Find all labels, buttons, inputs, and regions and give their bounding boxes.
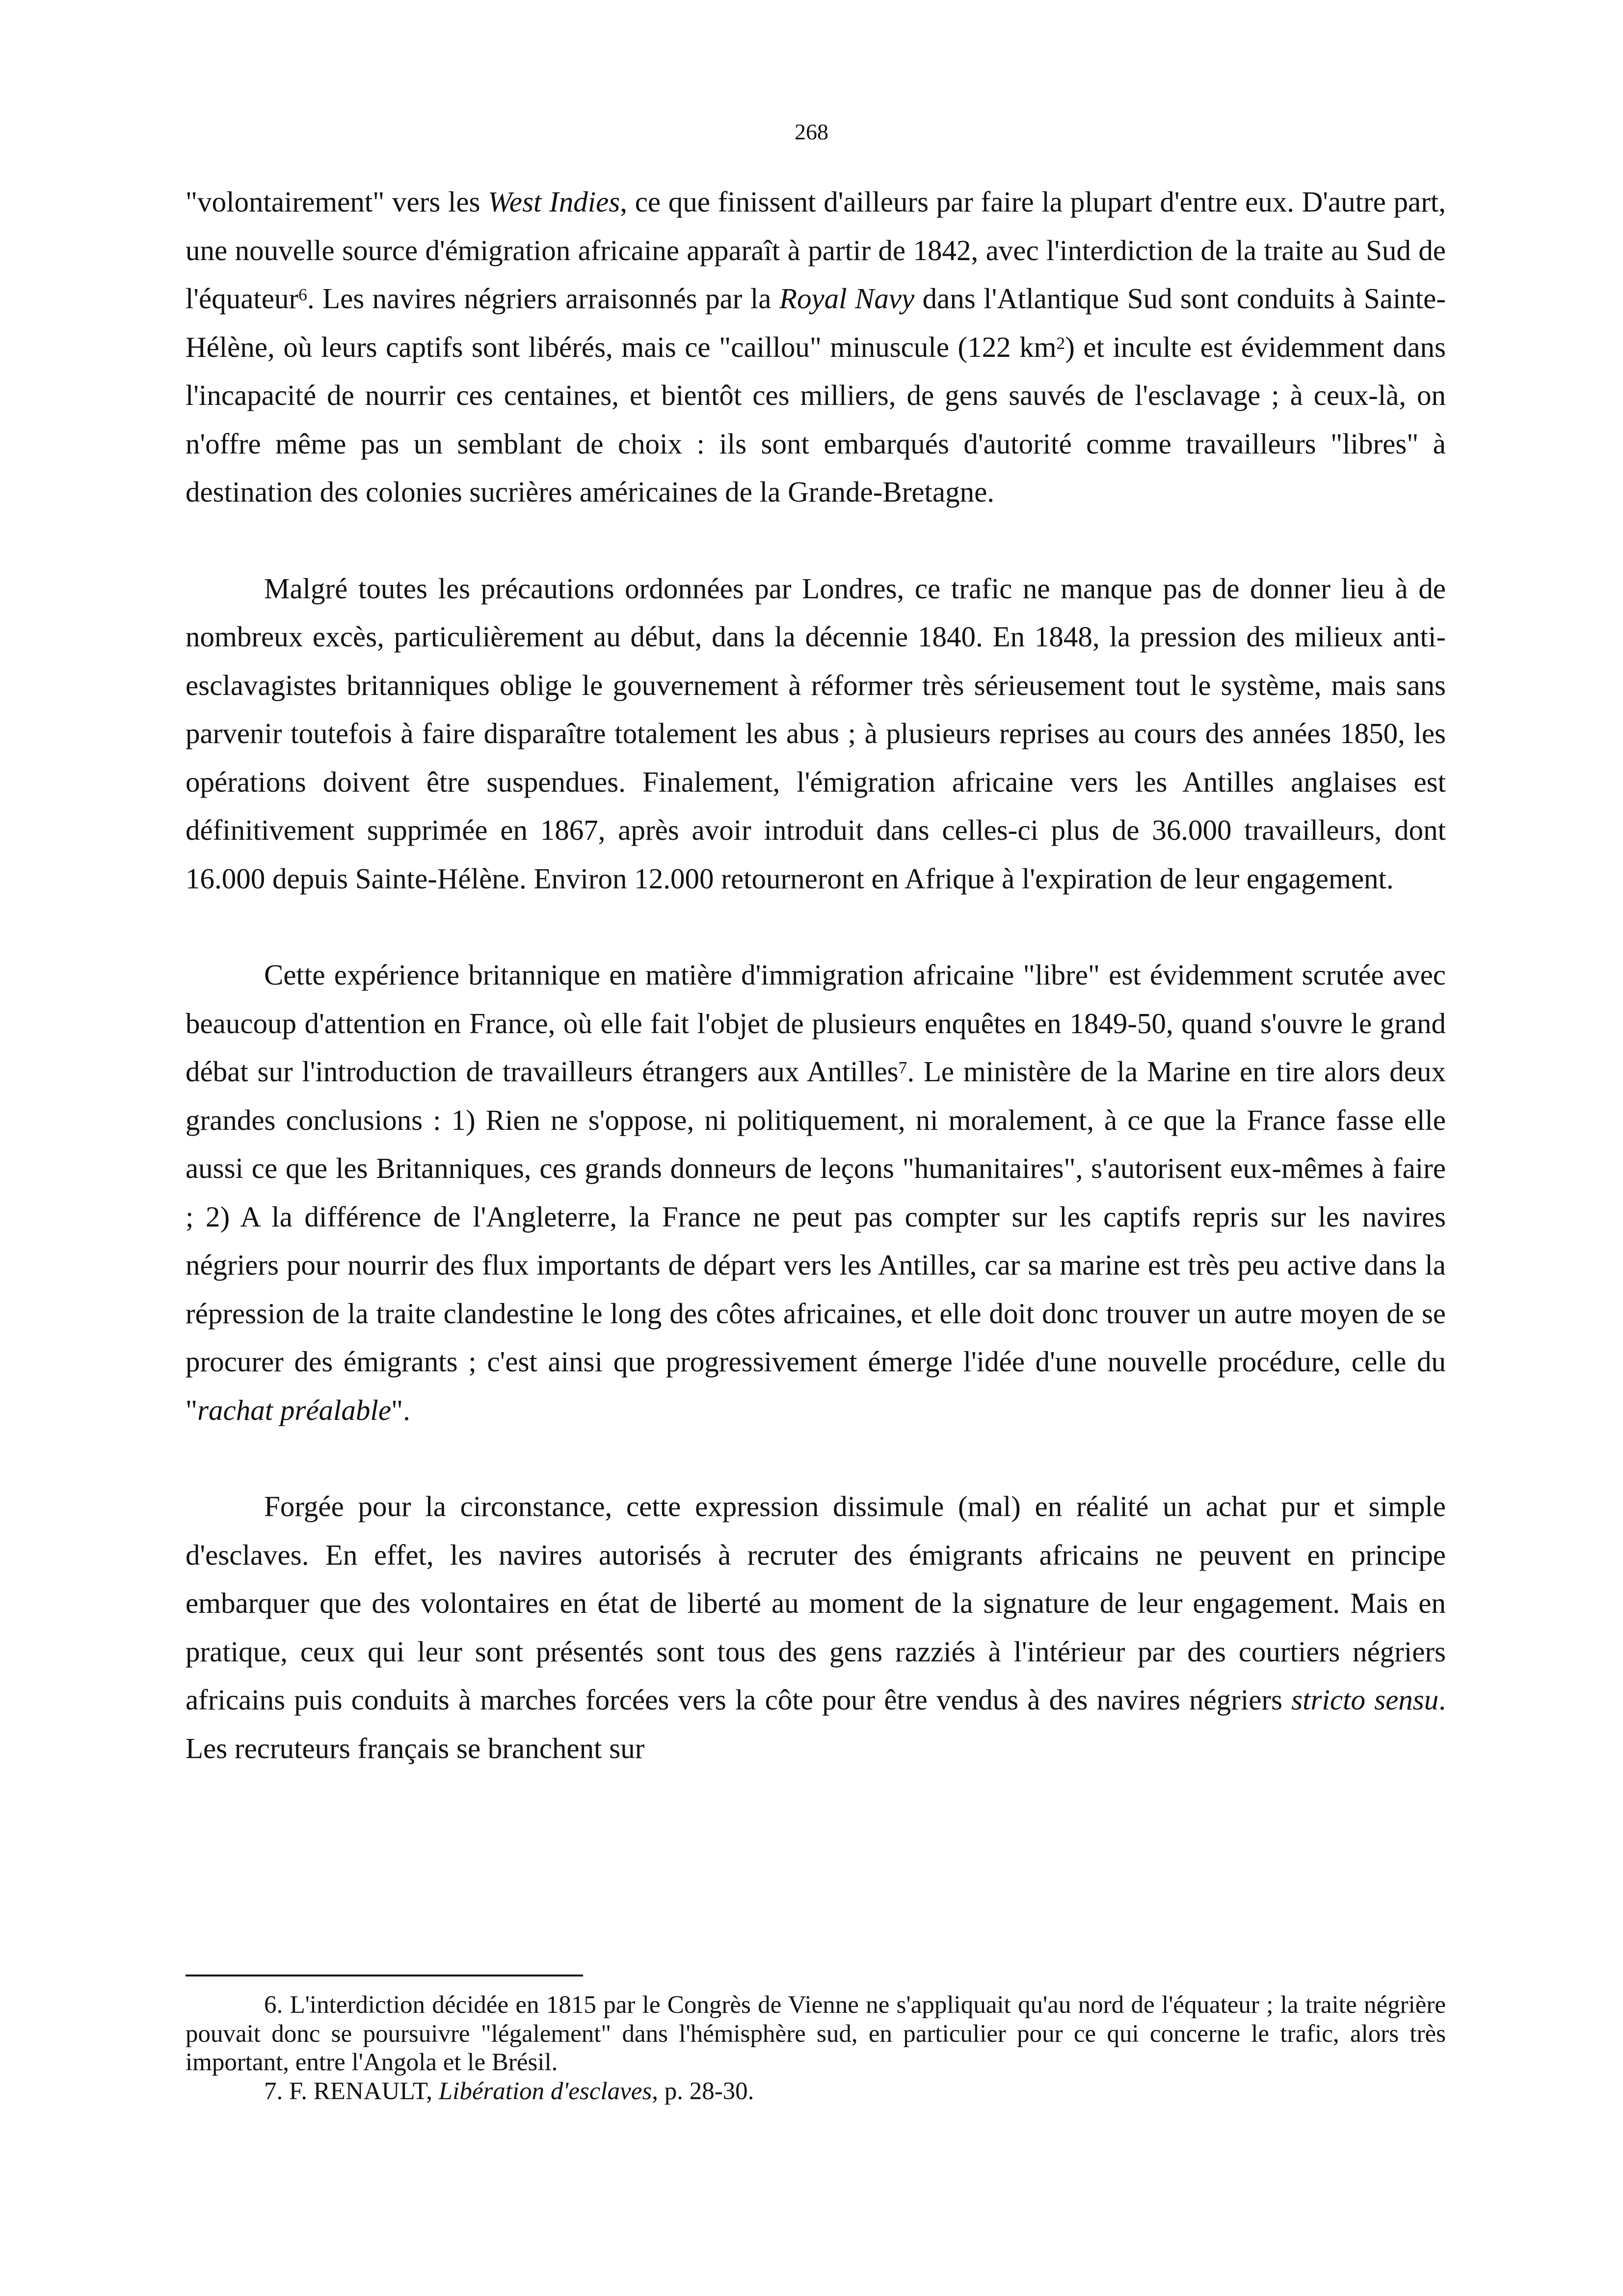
text-run: ". — [391, 1393, 410, 1426]
body-text — [186, 178, 1446, 1772]
italic-text: West Indies — [488, 186, 620, 218]
footnote — [186, 2077, 1446, 2106]
footnote-ref: 6 — [298, 285, 307, 305]
text-run: 6. L'interdiction décidée en 1815 par le Congrès de Vienne ne s'appliquait qu'au nord de l'équateur ; la traite négrière pouvait donc se poursuivre "légalement" dans l'hémisphère sud, en particulier pour ce qui concerne le trafic, alors très important, entre l'Angola et le Brésil. — [186, 1991, 1446, 2076]
text-run: ) et inculte est évidemment dans l'incapacité de nourrir ces centaines, et bientôt ces milliers, de gens sauvés de l'esclavage ; à ceux-là, on n'offre même pas un semblant de choix : ils sont embarqués d'autorité comme travailleurs "libres" à destination des colonies sucrières américaines de la Grande-Bretagne. — [186, 330, 1446, 508]
text-run: , ce que finissent d'ailleurs par faire la plupart d'entre eux. D'autre part, une nouvelle source d'émigration africaine apparaît à partir de 1842, avec l'interdiction de la traite au Sud de l'équateur — [186, 186, 1446, 315]
text-run: , p. 28-30. — [652, 2077, 754, 2105]
text-run: . Les navires négriers arraisonnés par la — [307, 282, 779, 315]
text-run: Malgré toutes les précautions ordonnées par Londres, ce trafic ne manque pas de donner lieu à de nombreux excès, particulièrement au début, dans la décennie 1840. En 1848, la pression des milieux anti-esclavagistes britanniques oblige le gouvernement à réformer très sérieusement tout le système, mais sans parvenir toutefois à faire disparaître totalement les abus ; à plusieurs reprises au cours des années 1850, les opérations doivent être suspendues. Finalement, l'émigration africaine vers les Antilles anglaises est définitivement supprimée en 1867, après avoir introduit dans celles-ci plus de 36.000 travailleurs, dont 16.000 depuis Sainte-Hélène. Environ 12.000 retourneront en Afrique à l'expiration de leur engagement. — [186, 572, 1446, 895]
page-number: 268 — [795, 119, 828, 144]
text-run: . Les recruteurs français se branchent sur — [186, 1683, 1446, 1764]
paragraph — [186, 1482, 1446, 1772]
text-run: Forgée pour la circonstance, cette expression dissimule (mal) en réalité un achat pur et simple d'esclaves. En effet, les navires autorisés à recruter des émigrants africains ne peuvent en principe embarquer que des volontaires en état de liberté au moment de la signature de leur engagement. Mais en pratique, ceux qui leur sont présentés sont tous des gens razziés à l'intérieur par des courtiers négriers africains puis conduits à marches forcées vers la côte pour être vendus à des navires négriers — [186, 1490, 1446, 1716]
footnote-ref: 2 — [1056, 333, 1065, 353]
footnote-separator — [186, 1975, 583, 1976]
italic-text: rachat préalable — [197, 1393, 392, 1426]
paragraph — [186, 178, 1446, 516]
text-run: . Le ministère de la Marine en tire alors deux grandes conclusions : 1) Rien ne s'oppose, ni politiquement, ni moralement, à ce que la France fasse elle aussi ce que les Britanniques, ces grands donneurs de leçons "humanitaires", s'autorisent eux-mêmes à faire ; 2) A la différence de l'Angleterre, la France ne peut pas compter sur les captifs repris sur les navires négriers pour nourrir des flux importants de départ vers les Antilles, car sa marine est très peu active dans la répression de la traite clandestine le long des côtes africaines, et elle doit donc trouver un autre moyen de se procurer des émigrants ; c'est ainsi que progressivement émerge l'idée d'une nouvelle procédure, celle du " — [186, 1055, 1446, 1426]
footnote — [186, 1991, 1446, 2077]
paragraph — [186, 564, 1446, 903]
paragraph — [186, 951, 1446, 1434]
footnotes — [186, 1991, 1446, 2106]
italic-text: stricto sensu — [1291, 1683, 1439, 1716]
text-run: "volontairement" vers les — [186, 186, 488, 218]
footnote-ref: 7 — [898, 1058, 907, 1078]
text-run: 7. F. RENAULT, — [264, 2077, 439, 2105]
italic-text: Libération d'esclaves — [438, 2077, 652, 2105]
italic-text: Royal Navy — [779, 282, 915, 315]
text-run: dans l'Atlantique Sud sont conduits à Sainte-Hélène, où leurs captifs sont libérés, mais ce "caillou" minuscule (122 km — [186, 282, 1446, 363]
text-run: Cette expérience britannique en matière d'immigration africaine "libre" est évidemment scrutée avec beaucoup d'attention en France, où elle fait l'objet de plusieurs enquêtes en 1849-50, quand s'ouvre le grand débat sur l'introduction de travailleurs étrangers aux Antilles — [186, 959, 1446, 1088]
